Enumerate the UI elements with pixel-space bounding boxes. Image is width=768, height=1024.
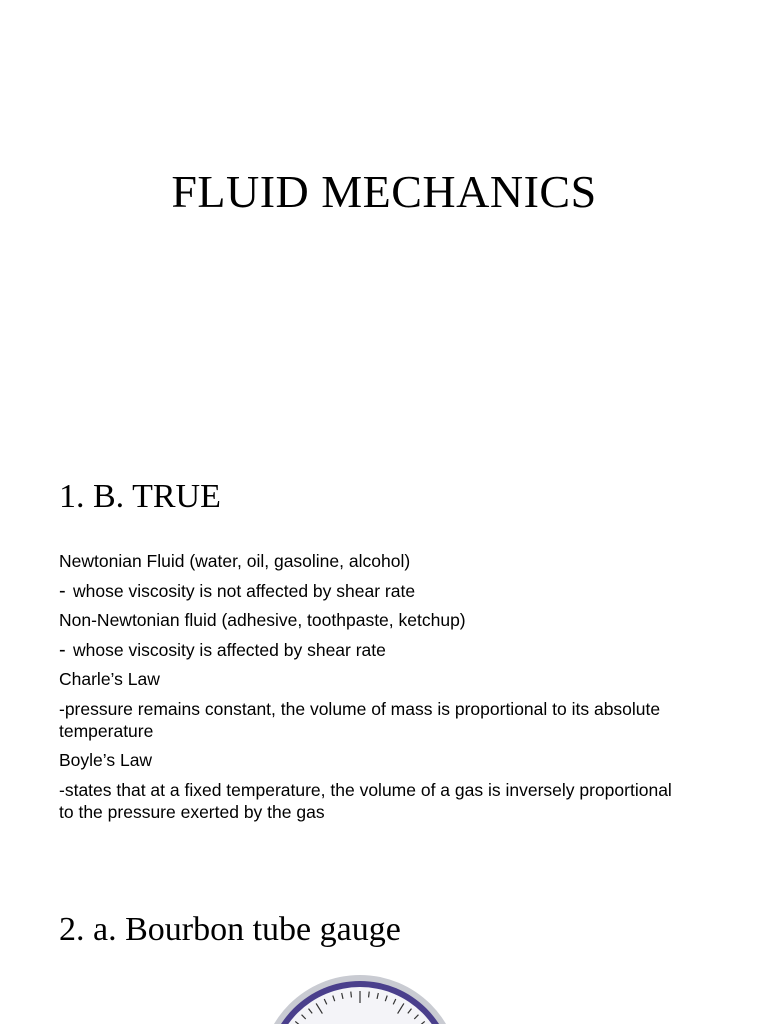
question-1-heading: 1. B. TRUE xyxy=(59,478,221,515)
body-line: Boyle’s Law xyxy=(59,750,153,770)
question-2-heading: 2. a. Bourbon tube gauge xyxy=(59,911,401,948)
question-1-body xyxy=(59,550,679,830)
gauge-tick xyxy=(369,992,370,998)
body-line: -states that at a fixed temperature, the volume of a gas is inversely proportional to the pressure exerted by the gas xyxy=(59,779,672,822)
dash-bullet: - xyxy=(59,579,66,602)
body-bullet-line xyxy=(59,639,679,661)
body-line: whose viscosity is not affected by shear rate xyxy=(73,580,416,601)
dash-bullet: - xyxy=(59,638,66,661)
body-line: Non-Newtonian fluid (adhesive, toothpaste, ketchup) xyxy=(59,610,466,630)
body-line: -pressure remains constant, the volume of mass is proportional to its absolute temperature xyxy=(59,698,661,741)
pressure-gauge-icon xyxy=(270,975,450,1024)
body-line: Charle’s Law xyxy=(59,669,160,689)
body-line: whose viscosity is affected by shear rate xyxy=(73,639,386,660)
body-bullet-line xyxy=(59,580,679,602)
body-line: Newtonian Fluid (water, oil, gasoline, alcohol) xyxy=(59,551,411,571)
gauge-tick xyxy=(351,992,352,998)
pressure-gauge-image xyxy=(270,975,450,1024)
document-title: FLUID MECHANICS xyxy=(171,166,597,217)
